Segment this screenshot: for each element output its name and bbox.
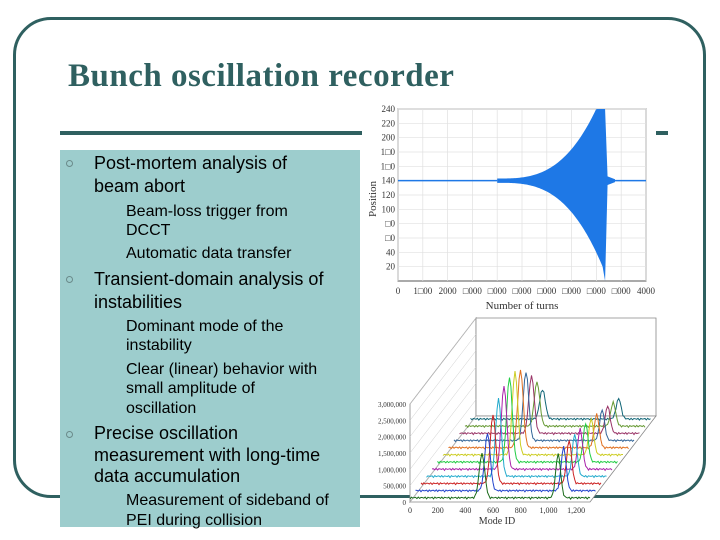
bullet-marker: [66, 276, 73, 283]
subitem-3-1-line-2: PEI during collision: [126, 512, 263, 529]
y-tick-label: 200: [381, 132, 395, 143]
y-tick-label: 1□0: [380, 147, 395, 157]
x-tick-label: □000: [537, 286, 557, 296]
y-axis-label: Position: [367, 180, 379, 218]
mode-spectrum-3d-chart: [362, 312, 662, 530]
x-tick-label: □000: [611, 286, 631, 296]
z-tick-label: 2,500,000: [378, 417, 406, 426]
x-tick-label: □000: [512, 286, 532, 296]
subitem-2-2-line-1: Clear (linear) behavior with: [126, 361, 318, 378]
z-tick-label: 500,000: [383, 482, 406, 491]
z-tick-label: 1,500,000: [378, 450, 406, 458]
x-tick-label: 0: [395, 286, 401, 296]
slide-title: Bunch oscillation recorder: [68, 58, 455, 94]
z-tick-label: 0: [402, 499, 406, 507]
y-tick-label: □0: [385, 218, 395, 229]
subitem-2-1-line-2: instability: [126, 337, 192, 354]
x-tick-label: 200: [431, 506, 444, 515]
x-tick-label: 1□00: [413, 286, 433, 296]
y-tick-label: 240: [381, 104, 395, 114]
x-tick-label: 0: [408, 506, 412, 515]
x-tick-label: □000: [586, 286, 606, 296]
bullet-3-line-1: Precise oscillation: [94, 423, 239, 443]
x-tick-label: 1,200: [567, 506, 586, 515]
x-tick-label: 800: [514, 506, 527, 515]
z-tick-label: 2,000,000: [378, 433, 406, 442]
y-tick-label: 220: [381, 118, 395, 129]
position-chart: [362, 104, 656, 314]
z-tick-label: 1,000,000: [378, 466, 406, 475]
bullet-marker: [66, 431, 73, 438]
x-tick-label: 1,000: [539, 506, 558, 515]
x-tick-label: □000: [562, 286, 582, 296]
back-wall: [476, 318, 656, 416]
bullet-2-line-2: instabilities: [94, 292, 183, 312]
x-tick-label: □000: [487, 286, 507, 296]
subitem-2-2-line-3: oscillation: [126, 400, 197, 417]
bullet-3-line-2: measurement with long-time: [94, 445, 321, 465]
y-tick-label: 20: [386, 261, 395, 272]
z-tick-label: 3,000,000: [378, 401, 406, 409]
x-tick-label: 2000: [438, 286, 457, 296]
x-tick-label: 600: [487, 506, 500, 515]
bullet-marker: [66, 160, 73, 167]
x-tick-label: 4000: [637, 286, 655, 296]
y-tick-label: 120: [381, 190, 395, 200]
subitem-1-1-line-1: Beam-loss trigger from: [126, 203, 288, 220]
bullet-3-line-3: data accumulation: [94, 466, 241, 486]
y-tick-label: 1□0: [380, 161, 395, 172]
subitem-2-2-line-2: small amplitude of: [126, 380, 255, 397]
subitem-1-2-line-1: Automatic data transfer: [126, 245, 292, 262]
subitem-1-1-line-2: DCCT: [126, 222, 171, 239]
y-tick-label: 40: [386, 247, 395, 258]
subitem-2-1-line-1: Dominant mode of the: [126, 318, 284, 335]
x-tick-label: □000: [462, 286, 482, 296]
y-tick-label: 100: [381, 204, 395, 215]
bullet-2-line-1: Transient-domain analysis of: [94, 269, 324, 289]
x-axis-label: Mode ID: [478, 516, 516, 527]
x-axis-label: Number of turns: [485, 300, 559, 312]
x-tick-label: 400: [459, 506, 472, 515]
y-tick-label: □0: [385, 233, 395, 243]
subitem-3-1-line-1: Measurement of sideband of: [126, 492, 329, 509]
bullet-1-line-1: Post-mortem analysis of: [94, 153, 288, 173]
bullet-1-line-2: beam abort: [94, 176, 186, 196]
y-tick-label: 140: [381, 175, 395, 186]
